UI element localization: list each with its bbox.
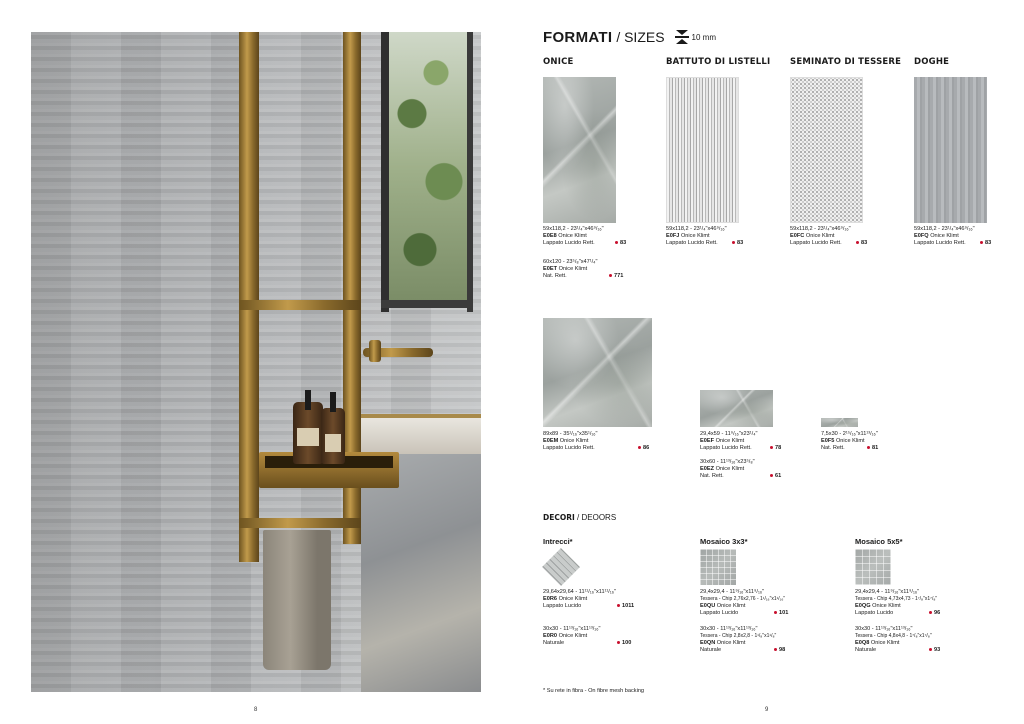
decor-heading-intrecci: Intrecci*: [543, 537, 573, 546]
product-spec: 30x30 - 11¹³/₁₆"x11¹³/₁₆" Tessera - Chip 4,8x4,8 - 1⁷/₈"x1⁷/₈" E0Q8 Onice Klimt Naturale 93: [855, 626, 941, 653]
tile-swatch-onice: [543, 77, 616, 223]
onyx-counter: [361, 452, 481, 692]
soap-bottle: [293, 402, 323, 464]
product-spec: 59x118,2 - 23¹/₄"x46⁹/₁₆" E0E8 Onice Klimt Lappato Lucido Rett. 83: [543, 226, 627, 246]
price-dot: [774, 611, 777, 614]
soap-bottle: [321, 408, 345, 464]
price-dot: [929, 648, 932, 651]
price-dot: [929, 611, 932, 614]
tile-swatch-mosaico-5x5: [855, 549, 891, 585]
product-spec: 29,64x29,64 - 11¹¹/₁₆"x11¹¹/₁₆" E0R6 Onice Klimt Lappato Lucido 1011: [543, 589, 635, 609]
product-spec: 29,4x59 - 11⁹/₁₆"x23¹/₄" E0EF Onice Klimt Lappato Lucido Rett. 78: [700, 431, 782, 451]
column-heading-onice: ONICE: [543, 57, 574, 67]
product-spec: 30x30 - 11¹³/₁₆"x11¹³/₁₆" E0R0 Onice Klimt Naturale 100: [543, 626, 632, 646]
price-dot: [980, 241, 983, 244]
window-view: [388, 32, 468, 304]
product-spec: 29,4x29,4 - 11⁹/₁₆"x11⁹/₁₆" Tessera - Chip 2,76x2,76 - 1¹/₁₆"x1¹/₁₆" E0QU Onice Klimt Lappato Lucido 101: [700, 589, 789, 616]
tile-swatch-listelli: [666, 77, 739, 223]
price-dot: [732, 241, 735, 244]
thickness-icon: [675, 30, 688, 44]
column-heading-doghe: DOGHE: [914, 57, 950, 67]
price-dot: [856, 241, 859, 244]
bathroom-photo: [31, 32, 481, 692]
tile-swatch-intrecci: [542, 548, 580, 586]
column-heading-listelli: BATTUTO DI LISTELLI: [666, 57, 771, 67]
decor-heading-mosaico-3x3: Mosaico 3x3*: [700, 537, 748, 546]
hanging-towel: [263, 530, 331, 670]
tile-swatch-89x89: [543, 318, 652, 427]
price-dot: [617, 604, 620, 607]
product-spec: 30x30 - 11¹³/₁₆"x11¹³/₁₆" Tessera - Chip 2,8x2,8 - 1¹/₈"x1¹/₈" E0QN Onice Klimt Naturale 98: [700, 626, 786, 653]
tile-swatch-7x30: [821, 418, 858, 427]
product-spec: 89x89 - 35¹/₁₆"x35¹/₁₆" E0EM Onice Klimt Lappato Lucido Rett. 86: [543, 431, 650, 451]
price-dot: [774, 648, 777, 651]
tile-swatch-tessere: [790, 77, 863, 223]
page-title: FORMATI / SIZES 10 mm: [543, 28, 716, 46]
column-heading-tessere: SEMINATO DI TESSERE: [790, 57, 902, 67]
price-dot: [609, 274, 612, 277]
basin: [361, 414, 481, 454]
footnote: * Su rete in fibra - On fibre mesh backing: [543, 688, 645, 694]
product-spec: 30x60 - 11¹³/₁₆"x23⁵/₈" E0EZ Onice Klimt Nat. Rett. 61: [700, 459, 782, 479]
price-dot: [638, 446, 641, 449]
tile-swatch-29x59: [700, 390, 773, 427]
brass-frame-left: [239, 32, 259, 562]
price-dot: [770, 446, 773, 449]
product-spec: 59x118,2 - 23¹/₄"x46⁹/₁₆" E0FQ Onice Klimt Lappato Lucido Rett. 83: [914, 226, 992, 246]
tile-swatch-mosaico-3x3: [700, 549, 736, 585]
decori-heading: DECORI / DEOORS: [543, 513, 617, 522]
product-spec: 7,5x30 - 2¹⁵/₁₆"x11¹³/₁₆" E0F5 Onice Klimt Nat. Rett. 81: [821, 431, 879, 451]
page-number-right: 9: [765, 707, 769, 713]
product-spec: 59x118,2 - 23¹/₄"x46⁹/₁₆" E0FC Onice Klimt Lappato Lucido Rett. 83: [790, 226, 868, 246]
price-dot: [770, 474, 773, 477]
product-spec: 59x118,2 - 23¹/₄"x46⁹/₁₆" E0FJ Onice Klimt Lappato Lucido Rett. 83: [666, 226, 744, 246]
product-spec: 29,4x29,4 - 11⁹/₁₆"x11⁹/₁₆" Tessera - Chip 4,73x4,73 - 1⁷/₈"x1⁷/₈" E0QG Onice Klimt Lappato Lucido 96: [855, 589, 941, 616]
price-dot: [617, 641, 620, 644]
decor-heading-mosaico-5x5: Mosaico 5x5*: [855, 537, 903, 546]
tile-swatch-doghe: [914, 77, 987, 223]
product-spec: 60x120 - 23⁵/₈"x47¹/₄" E0ET Onice Klimt Nat. Rett. 771: [543, 259, 624, 279]
price-dot: [615, 241, 618, 244]
page-number-left: 8: [254, 707, 258, 713]
price-dot: [867, 446, 870, 449]
